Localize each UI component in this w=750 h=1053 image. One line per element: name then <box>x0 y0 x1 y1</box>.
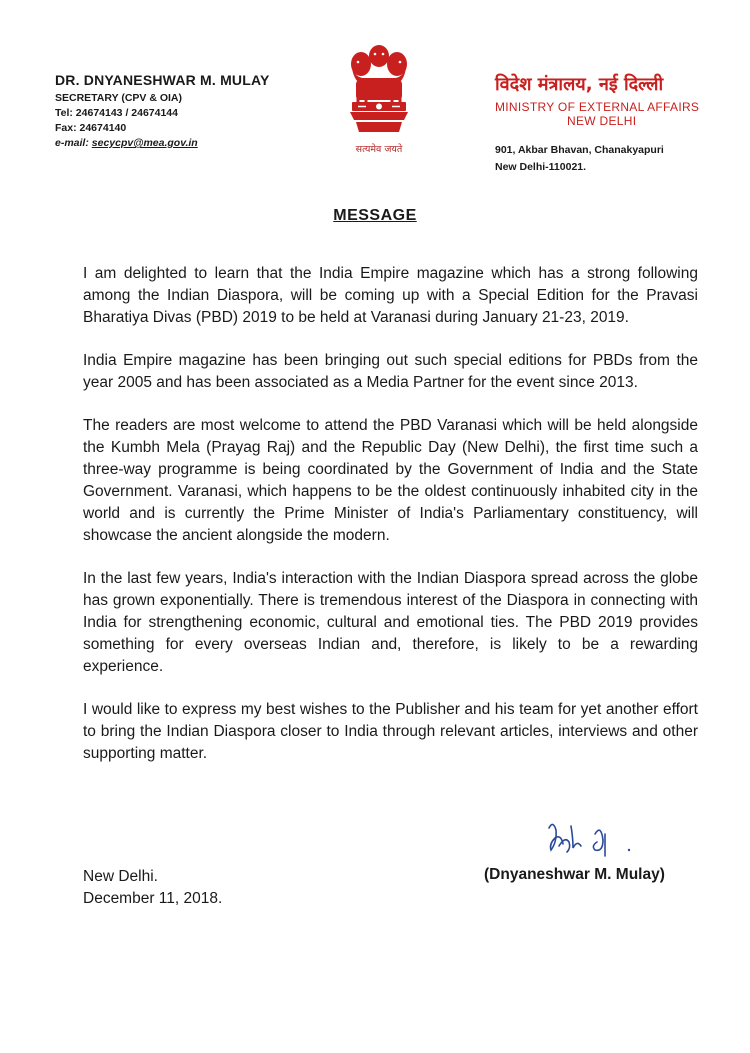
sender-email-line <box>55 136 295 151</box>
message-heading: MESSAGE <box>333 207 417 224</box>
message-paragraph-5: I would like to express my best wishes to the Publisher and his team for yet another effort to bring the Indian Diaspora closer to India through relevant articles, interviews and other supporting matter. <box>83 701 698 762</box>
message-paragraph-1: I am delighted to learn that the India Empire magazine which has a strong following among the Indian Diaspora, will be coming up with a Special Edition for the Pravasi Bharatiya Divas (PBD) 2019 to be held at Varanasi during January 21-23, 2019. <box>83 265 698 326</box>
signer-name: (Dnyaneshwar M. Mulay) <box>484 866 665 883</box>
closing-place-date <box>83 866 222 910</box>
message-paragraph-4: In the last few years, India's interaction with the Indian Diaspora spread across the globe has grown exponentially. There is tremendous interest of the Diaspora in connecting with India for strengthening economic, cultural and emotional ties. The PBD 2019 provides something for every overseas Indian and, therefore, is likely to be a rewarding experience. <box>83 570 698 675</box>
sender-email-link[interactable]: secycpv@mea.gov.in <box>91 137 198 149</box>
ministry-address-line2: New Delhi-110021. <box>495 161 587 173</box>
sender-block <box>55 72 295 151</box>
message-paragraph-2: India Empire magazine has been bringing out such special editions for PBDs from the year 2005 and has been associated as a Media Partner for the event since 2013. <box>83 352 698 391</box>
national-emblem-icon <box>344 42 414 154</box>
message-paragraph-3: The readers are most welcome to attend the PBD Varanasi which will be held alongside the Kumbh Mela (Prayag Raj) and the Republic Day (New Delhi), the first time such a three-way programme is being coordinated by the Government of India and the State Government. Varanasi, which happens to be the oldest continuously inhabited city in the world and is currently the Prime Minister of India's Parliamentary constituency, will showcase the ancient alongside the modern. <box>83 417 698 544</box>
emblem-motto: सत्यमेव जयते <box>355 144 403 155</box>
closing-date: December 11, 2018. <box>83 890 223 907</box>
ministry-name-line2: NEW DELHI <box>567 114 637 128</box>
sender-tel: Tel: 24674143 / 24674144 <box>55 107 178 119</box>
ministry-address-line1: 901, Akbar Bhavan, Chanakyapuri <box>495 144 664 156</box>
ministry-name-line1: MINISTRY OF EXTERNAL AFFAIRS <box>495 100 700 114</box>
message-heading-wrap <box>0 207 750 225</box>
sender-title: SECRETARY (CPV & OIA) <box>55 92 182 104</box>
sender-email-label: e-mail: <box>55 137 92 149</box>
ministry-block <box>495 72 740 176</box>
sender-name: DR. DNYANESHWAR M. MULAY <box>55 72 270 88</box>
ministry-hindi-name: विदेश मंत्रालय, नई दिल्ली <box>495 74 664 95</box>
sender-fax: Fax: 24674140 <box>55 122 127 134</box>
closing-place: New Delhi. <box>83 868 158 885</box>
handwritten-signature-icon <box>543 816 643 866</box>
ministry-address <box>495 142 740 176</box>
message-body <box>83 263 698 786</box>
